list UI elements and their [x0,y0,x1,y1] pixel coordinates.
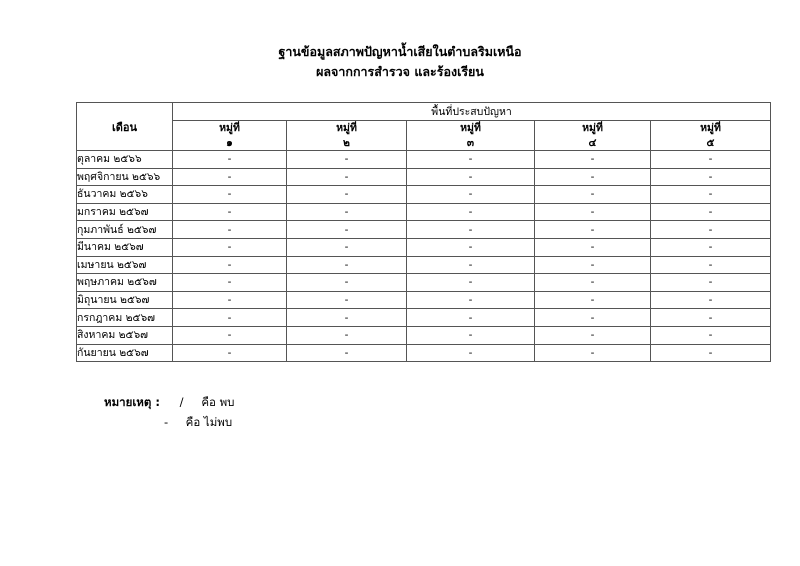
value-cell: - [173,344,287,362]
value-cell: - [407,291,535,309]
value-cell: - [173,238,287,256]
value-cell: - [287,168,407,186]
notes [104,392,234,432]
village-number: ๔ [588,137,597,149]
value-cell: - [535,291,651,309]
village-column-header [287,121,407,151]
value-cell: - [651,151,771,169]
value-cell: - [535,221,651,239]
table-row [77,256,771,274]
table-row [77,309,771,327]
value-cell: - [535,186,651,204]
value-cell: - [173,274,287,292]
note-item [104,412,234,432]
village-column-header [407,121,535,151]
note-text: คือ พบ [201,395,235,409]
value-cell: - [287,203,407,221]
table-row [77,221,771,239]
value-cell: - [535,203,651,221]
value-cell: - [287,186,407,204]
table-row [77,168,771,186]
table-row [77,274,771,292]
value-cell: - [407,256,535,274]
table-row [77,326,771,344]
value-cell: - [651,309,771,327]
value-cell: - [407,186,535,204]
value-cell: - [173,256,287,274]
village-label: หมู่ที่ [582,122,603,134]
village-column-header [535,121,651,151]
value-cell: - [651,203,771,221]
value-cell: - [651,238,771,256]
value-cell: - [407,309,535,327]
month-cell: ตุลาคม ๒๕๖๖ [77,151,173,169]
value-cell: - [173,151,287,169]
table-row [77,344,771,362]
value-cell: - [407,326,535,344]
month-cell: กุมภาพันธ์ ๒๕๖๗ [77,221,173,239]
village-label: หมู่ที่ [219,122,240,134]
value-cell: - [173,309,287,327]
month-cell: มีนาคม ๒๕๖๗ [77,238,173,256]
month-cell: กันยายน ๒๕๖๗ [77,344,173,362]
page-subtitle: ผลจากการสำรวจ และร้องเรียน [316,64,484,79]
value-cell: - [651,291,771,309]
value-cell: - [287,309,407,327]
month-cell: ธันวาคม ๒๕๖๖ [77,186,173,204]
value-cell: - [535,344,651,362]
value-cell: - [535,309,651,327]
village-number: ๑ [226,137,233,149]
month-cell: พฤศจิกายน ๒๕๖๖ [77,168,173,186]
value-cell: - [535,274,651,292]
note-symbol: / [179,395,184,409]
value-cell: - [287,274,407,292]
value-cell: - [407,274,535,292]
village-column-header [651,121,771,151]
table-row [77,291,771,309]
value-cell: - [287,151,407,169]
table-row [77,203,771,221]
value-cell: - [651,221,771,239]
value-cell: - [287,221,407,239]
month-cell: เมษายน ๒๕๖๗ [77,256,173,274]
value-cell: - [407,221,535,239]
value-cell: - [407,168,535,186]
value-cell: - [535,168,651,186]
value-cell: - [651,168,771,186]
value-cell: - [287,291,407,309]
village-label: หมู่ที่ [460,122,481,134]
value-cell: - [173,326,287,344]
value-cell: - [173,186,287,204]
note-item [104,392,234,412]
month-cell: พฤษภาคม ๒๕๖๗ [77,274,173,292]
value-cell: - [535,238,651,256]
value-cell: - [407,238,535,256]
area-column-header: พื้นที่ประสบปัญหา [173,103,771,121]
month-cell: มกราคม ๒๕๖๗ [77,203,173,221]
value-cell: - [173,291,287,309]
value-cell: - [535,326,651,344]
value-cell: - [287,238,407,256]
village-number: ๒ [343,137,350,149]
notes-heading: หมายเหตุ : [104,395,160,409]
value-cell: - [651,274,771,292]
value-cell: - [651,326,771,344]
page-title: ฐานข้อมูลสภาพปัญหาน้ำเสียในตำบลริมเหนือ [278,44,522,59]
note-text: คือ ไม่พบ [185,415,233,429]
value-cell: - [407,203,535,221]
problem-table [76,102,771,362]
value-cell: - [651,344,771,362]
village-label: หมู่ที่ [336,122,357,134]
value-cell: - [407,151,535,169]
village-number: ๓ [466,137,475,149]
table-row [77,186,771,204]
note-symbol: - [164,415,169,429]
value-cell: - [287,344,407,362]
month-cell: กรกฎาคม ๒๕๖๗ [77,309,173,327]
value-cell: - [287,326,407,344]
value-cell: - [173,168,287,186]
village-label: หมู่ที่ [700,122,721,134]
table-row [77,151,771,169]
month-column-header: เดือน [77,103,173,151]
value-cell: - [173,203,287,221]
table-row [77,238,771,256]
value-cell: - [535,151,651,169]
value-cell: - [535,256,651,274]
value-cell: - [407,344,535,362]
value-cell: - [287,256,407,274]
village-column-header [173,121,287,151]
village-number: ๕ [706,137,715,149]
month-cell: มิถุนายน ๒๕๖๗ [77,291,173,309]
value-cell: - [651,186,771,204]
month-cell: สิงหาคม ๒๕๖๗ [77,326,173,344]
value-cell: - [173,221,287,239]
value-cell: - [651,256,771,274]
